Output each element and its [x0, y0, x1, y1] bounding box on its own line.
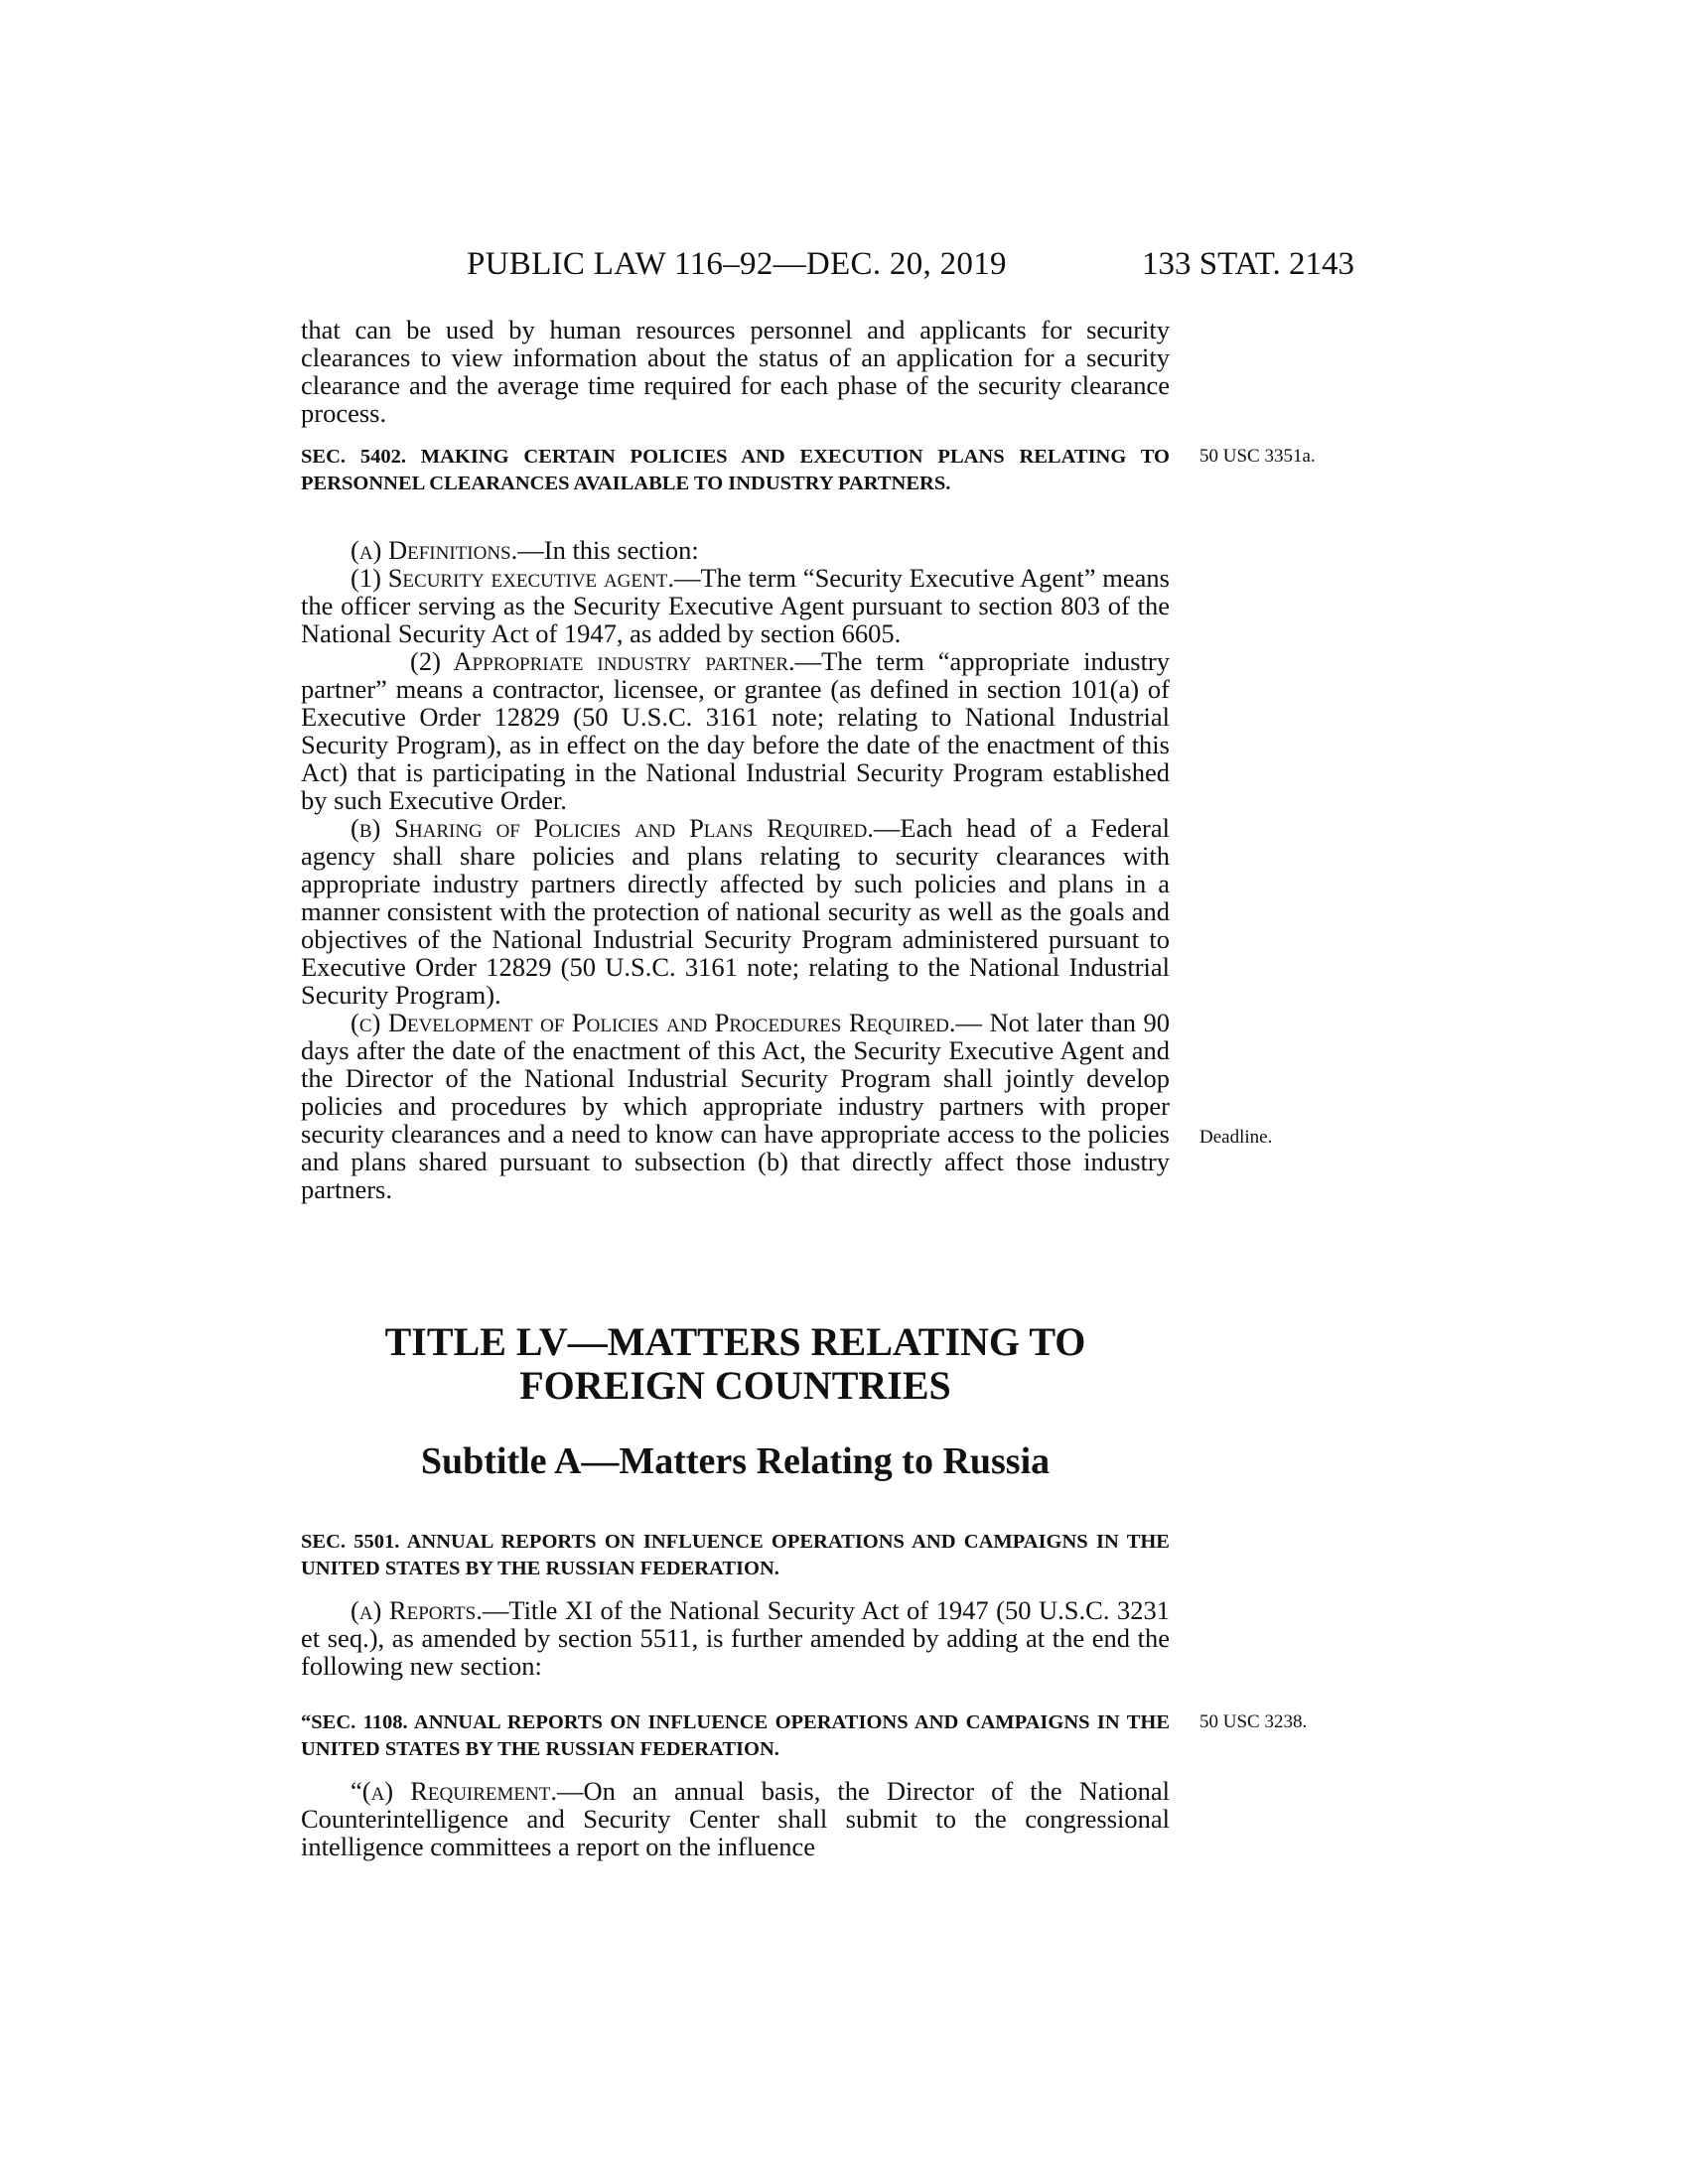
stat-page-number: 133 STAT. 2143 [1142, 246, 1355, 282]
sec-5501-title: ANNUAL REPORTS ON INFLUENCE OPERATIONS AND CAMPAIGNS IN THE UNITED STATES BY THE RUSSIAN FEDERATION. [301, 1531, 1170, 1579]
subsection-a [301, 536, 1170, 564]
sec-1108-number: “SEC. 1108. [301, 1711, 408, 1733]
paragraph-a2 [301, 647, 1170, 814]
sec-5501-number: SEC. 5501. [301, 1531, 400, 1553]
paragraph-a2-text: —The term “appropriate industry partner” means a contractor, licensee, or grantee (as defined in section 101(a) of Executive Order 12829 (50 U.S.C. 3161 note; relating to National Industrial Security Program), as in effect on the day before the date of the enactment of this Act) that is participating in the National Industrial Security Program established by such Executive Order. [301, 646, 1171, 815]
deadline-margin-note: Deadline. [1199, 1127, 1273, 1148]
sec-5402-block [301, 444, 1170, 497]
sec-1108-subsection-a [301, 1777, 1170, 1860]
sec-5402-margin-note: 50 USC 3351a. [1199, 446, 1316, 467]
title-lv-heading [301, 1320, 1170, 1408]
subsection-b-label: (b) Sharing of Policies and Plans Required. [351, 813, 874, 843]
sec-1108-title: ANNUAL REPORTS ON INFLUENCE OPERATIONS AND CAMPAIGNS IN THE UNITED STATES BY THE RUSSIAN FEDERATION. [301, 1711, 1170, 1760]
sec-1108-a-label: “(a) Requirement. [351, 1776, 557, 1806]
sec-5501-heading [301, 1529, 1170, 1582]
sec-5501-a-label: (a) Reports. [351, 1595, 483, 1625]
title-lv-line2: FOREIGN COUNTRIES [519, 1363, 951, 1408]
subsection-a-text: —In this section: [517, 535, 699, 565]
sec-1108-a-text: —On an annual basis, the Director of the National Counterintelligence and Security Center shall submit to the congressional intelligence committees a report on the influence [301, 1776, 1170, 1861]
paragraph-a1-label: (1) Security executive agent. [351, 563, 674, 593]
sec-5402-body [301, 536, 1170, 1203]
subsection-b [301, 814, 1170, 1009]
intro-block [301, 316, 1170, 427]
title-lv-line1: TITLE LV—MATTERS RELATING TO [384, 1319, 1086, 1364]
subtitle-a-heading [301, 1439, 1170, 1483]
sec-5501-subsection-a [301, 1596, 1170, 1680]
sec-5402-title: MAKING CERTAIN POLICIES AND EXECUTION PLANS RELATING TO PERSONNEL CLEARANCES AVAILABLE TO INDUSTRY PARTNERS. [301, 446, 1170, 494]
subsection-a-label: (a) Definitions. [351, 535, 518, 565]
sec-5501-block [301, 1529, 1170, 1680]
subsection-c-label: (c) Development of Policies and Procedures Required. [351, 1008, 956, 1037]
subsection-c-text: — Not later than 90 days after the date of the enactment of this Act, the Security Executive Agent and the Director of the National Industrial Security Program shall jointly develop policies and procedures by which appropriate industry partners with proper security clearances and a need to know can have appropriate access to the policies and plans shared pursuant to subsection (b) that directly affect those industry partners. [301, 1008, 1170, 1204]
sec-1108-heading [301, 1709, 1170, 1763]
sec-1108-block [301, 1709, 1170, 1860]
paragraph-a1-text: —The term “Security Executive Agent” means the officer serving as the Security Executive Agent pursuant to section 803 of the National Security Act of 1947, as added by section 6605. [301, 563, 1170, 648]
paragraph-a1 [241, 564, 1170, 647]
paragraph-a2-label: (2) Appropriate industry partner. [410, 646, 795, 676]
subsection-c [301, 1009, 1170, 1203]
subsection-b-text: —Each head of a Federal agency shall share policies and plans relating to security clearances with appropriate industry partners directly affected by such policies and plans in a manner consistent with the protection of national security as well as the goals and objectives of the National Industrial Security Program administered pursuant to Executive Order 12829 (50 U.S.C. 3161 note; relating to the National Industrial Security Program). [301, 813, 1170, 1010]
sec-5402-heading [301, 444, 1170, 497]
sec-5402-number: SEC. 5402. [301, 446, 406, 468]
sec-1108-margin-note: 50 USC 3238. [1199, 1711, 1308, 1732]
law-citation: PUBLIC LAW 116–92—DEC. 20, 2019 [467, 246, 1007, 282]
intro-paragraph: that can be used by human resources personnel and applicants for security clearances to view information about the status of an application for a security clearance and the average time required for each phase of the security clearance process. [301, 315, 1170, 428]
sec-5501-a-text: —Title XI of the National Security Act of 1947 (50 U.S.C. 3231 et seq.), as amended by section 5511, is further amended by adding at the end the following new section: [301, 1595, 1170, 1681]
subtitle-a-text: Subtitle A—Matters Relating to Russia [420, 1440, 1051, 1482]
